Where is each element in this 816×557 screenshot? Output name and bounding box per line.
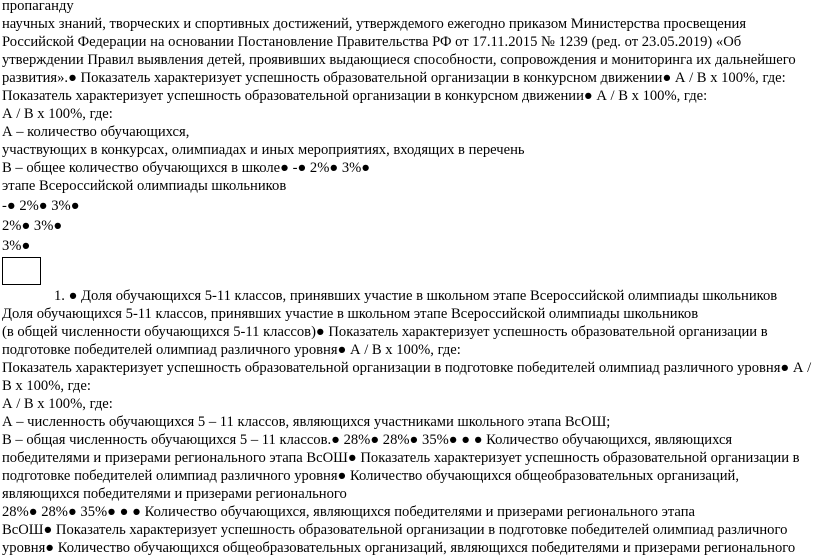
text-line: (в общей численности обучающихся 5-11 классов)● Показатель характеризует успешность образовательной организации в	[2, 324, 768, 340]
text-line: А – количество обучающихся,	[2, 124, 190, 140]
text-line: этапе Всероссийской олимпиады школьников	[2, 178, 287, 194]
text-line: ВсОШ● Показатель характеризует успешность образовательной организации в подготовке победителей олимпиад различного	[2, 522, 788, 538]
text-line: 2%● 3%●	[2, 218, 63, 234]
text-line: участвующих в конкурсах, олимпиадах и иных мероприятиях, входящих в перечень	[2, 142, 525, 158]
text-line: А / В х 100%, где:	[2, 396, 113, 412]
text-line: А / В х 100%, где:	[2, 106, 113, 122]
text-line: подготовке победителей олимпиад различного уровня● А / В х 100%, где:	[2, 342, 461, 358]
text-line: пропаганду	[2, 0, 74, 14]
empty-frame-box	[2, 257, 41, 285]
text-line: Показатель характеризует успешность образовательной организации в подготовке победителей олимпиад различного уровня● А /	[2, 360, 812, 376]
list-item-1: 1. ● Доля обучающихся 5-11 классов, принявших участие в школьном этапе Всероссийской олимпиады школьников	[54, 288, 778, 304]
text-line: Российской Федерации на основании Постановление Правительства РФ от 17.11.2015 № 1239 (ред. от 23.05.2019) «Об	[2, 34, 742, 50]
text-line: победителями и призерами регионального этапа ВсОШ● Показатель характеризует успешность образовательной организации в	[2, 450, 800, 466]
text-line: 28%● 28%● 35%● ● ● Количество обучающихся, являющихся победителями и призерами регионального этапа	[2, 504, 695, 520]
text-line: 3%●	[2, 238, 31, 254]
text-line: подготовке победителей олимпиад различного уровня● Количество обучающихся общеобразовательных организаций,	[2, 468, 739, 484]
text-line: развития».● Показатель характеризует успешность образовательной организации в конкурсном движении● А / В х 100%, где:	[2, 70, 786, 86]
text-line: Показатель характеризует успешность образовательной организации в конкурсном движении● А / В х 100%, где:	[2, 88, 708, 104]
text-line: В х 100%, где:	[2, 378, 91, 394]
text-line: научных знаний, творческих и спортивных достижений, утверждемого ежегодно приказом Министерства просвещения	[2, 16, 747, 32]
text-line: В – общее количество обучающихся в школе● -● 2%● 3%●	[2, 160, 371, 176]
text-line: Доля обучающихся 5-11 классов, принявших участие в школьном этапе Всероссийской олимпиады школьников	[2, 306, 699, 322]
text-line: уровня● Количество обучающихся общеобразовательных организаций, являющихся победителями и призерами регионального	[2, 540, 796, 556]
document-body	[2, 0, 814, 557]
text-line: -● 2%● 3%●	[2, 198, 80, 214]
text-line: являющихся победителями и призерами регионального	[2, 486, 347, 502]
text-line: А – численность обучающихся 5 – 11 классов, являющихся участниками школьного этапа ВсОШ;	[2, 414, 611, 430]
text-line: утверждении Правил выявления детей, проявивших выдающиеся способности, сопровождения и мониторинга их дальнейшего	[2, 52, 796, 68]
text-line: В – общая численность обучающихся 5 – 11 классов.● 28%● 28%● 35%● ● ● Количество обучающихся, являющихся	[2, 432, 733, 448]
